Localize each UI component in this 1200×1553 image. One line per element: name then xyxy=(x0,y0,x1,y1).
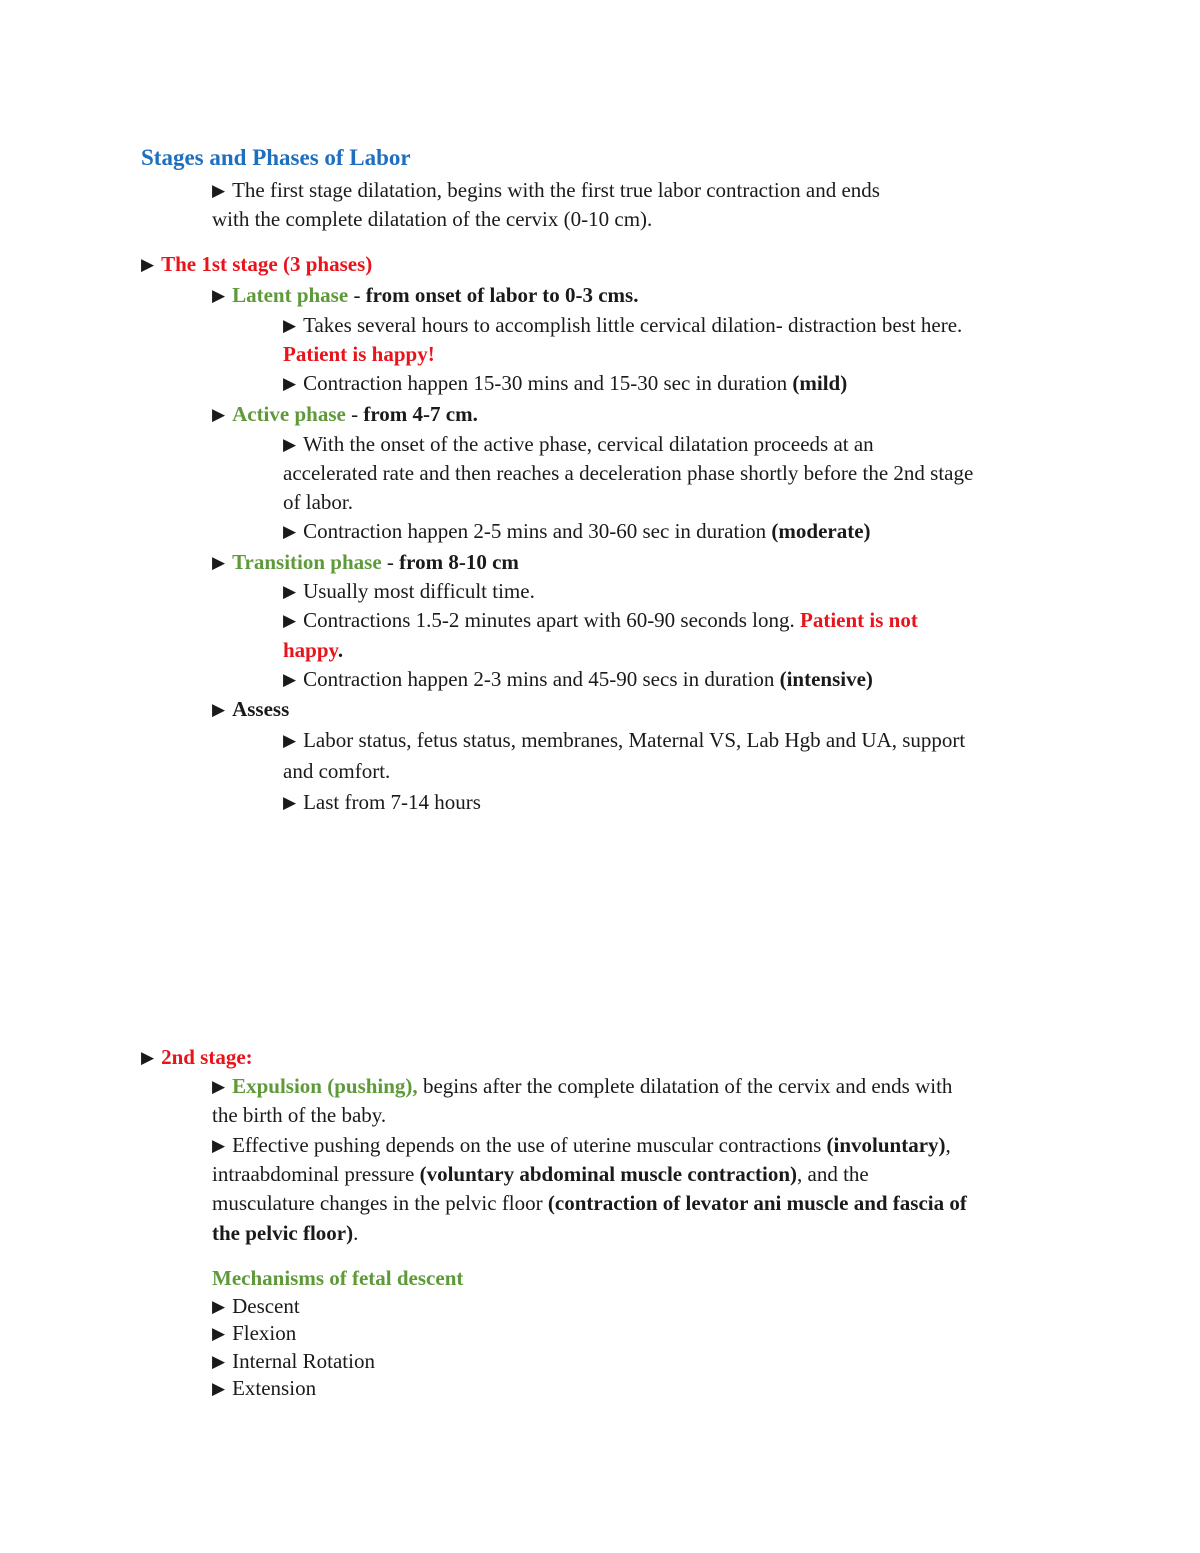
triangle-bullet-icon: ▶ xyxy=(212,1379,226,1399)
active-bullet-1-cont: accelerated rate and then reaches a deceleration phase shortly before the 2nd stage xyxy=(283,461,974,485)
transition-phase-item: ▶ Transition phase - from 8-10 cm xyxy=(212,550,519,574)
transition-bullet-3: ▶ Contraction happen 2-3 mins and 45-90 secs in duration (intensive) xyxy=(283,667,873,691)
page-title: Stages and Phases of Labor xyxy=(141,145,411,170)
triangle-bullet-icon: ▶ xyxy=(212,181,226,201)
assess-bullet-1: ▶ Labor status, fetus status, membranes, Maternal VS, Lab Hgb and UA, support xyxy=(283,728,966,752)
latent-phase-item: ▶ Latent phase - from onset of labor to 0-3 cms. xyxy=(212,283,639,307)
triangle-bullet-icon: ▶ xyxy=(283,374,297,394)
mechanism-item: ▶ Internal Rotation xyxy=(212,1349,375,1373)
pushing-cont-3: the pelvic floor). xyxy=(212,1221,359,1245)
mechanisms-heading: Mechanisms of fetal descent xyxy=(212,1266,464,1290)
active-phase-item: ▶ Active phase - from 4-7 cm. xyxy=(212,402,478,426)
triangle-bullet-icon: ▶ xyxy=(212,700,226,720)
pushing-cont-2: musculature changes in the pelvic floor (contraction of levator ani muscle and fascia of xyxy=(212,1191,967,1215)
transition-bullet-1: ▶ Usually most difficult time. xyxy=(283,579,535,603)
triangle-bullet-icon: ▶ xyxy=(212,405,226,425)
mechanism-item: ▶ Descent xyxy=(212,1294,300,1318)
stage2-heading: ▶ 2nd stage: xyxy=(141,1045,253,1069)
assess-bullet-2: ▶ Last from 7-14 hours xyxy=(283,790,481,814)
assess-item: ▶ Assess xyxy=(212,697,290,721)
triangle-bullet-icon: ▶ xyxy=(212,1297,226,1317)
transition-bullet-2: ▶ Contractions 1.5-2 minutes apart with 60-90 seconds long. Patient is not xyxy=(283,608,918,632)
active-bullet-2: ▶ Contraction happen 2-5 mins and 30-60 sec in duration (moderate) xyxy=(283,519,871,543)
expulsion-cont: the birth of the baby. xyxy=(212,1103,387,1127)
triangle-bullet-icon: ▶ xyxy=(283,611,297,631)
triangle-bullet-icon: ▶ xyxy=(212,1352,226,1372)
mechanism-item: ▶ Flexion xyxy=(212,1321,297,1345)
intro-continuation: with the complete dilatation of the cervix (0-10 cm). xyxy=(212,207,653,231)
triangle-bullet-icon: ▶ xyxy=(283,316,297,336)
triangle-bullet-icon: ▶ xyxy=(283,435,297,455)
stage1-heading: ▶ The 1st stage (3 phases) xyxy=(141,252,373,276)
mechanism-item: ▶ Extension xyxy=(212,1376,317,1400)
triangle-bullet-icon: ▶ xyxy=(212,286,226,306)
expulsion-item: ▶ Expulsion (pushing), begins after the complete dilatation of the cervix and ends with xyxy=(212,1074,953,1098)
triangle-bullet-icon: ▶ xyxy=(212,1136,226,1156)
patient-not-happy-note: happy. xyxy=(283,638,344,662)
pushing-cont-1: intraabdominal pressure (voluntary abdominal muscle contraction), and the xyxy=(212,1162,869,1186)
active-bullet-1: ▶ With the onset of the active phase, cervical dilatation proceeds at an xyxy=(283,432,874,456)
triangle-bullet-icon: ▶ xyxy=(212,553,226,573)
triangle-bullet-icon: ▶ xyxy=(283,731,297,751)
triangle-bullet-icon: ▶ xyxy=(212,1324,226,1344)
intro-bullet: ▶ The first stage dilatation, begins with the first true labor contraction and ends xyxy=(212,178,880,202)
triangle-bullet-icon: ▶ xyxy=(141,1048,155,1068)
triangle-bullet-icon: ▶ xyxy=(283,522,297,542)
latent-bullet-2: ▶ Contraction happen 15-30 mins and 15-30 sec in duration (mild) xyxy=(283,371,848,395)
triangle-bullet-icon: ▶ xyxy=(283,793,297,813)
active-bullet-1-cont2: of labor. xyxy=(283,490,353,514)
triangle-bullet-icon: ▶ xyxy=(212,1077,226,1097)
assess-bullet-1-cont: and comfort. xyxy=(283,759,391,783)
triangle-bullet-icon: ▶ xyxy=(283,582,297,602)
triangle-bullet-icon: ▶ xyxy=(141,255,155,275)
latent-bullet-1: ▶ Takes several hours to accomplish little cervical dilation- distraction best here. xyxy=(283,313,963,337)
patient-happy-note: Patient is happy! xyxy=(283,342,435,366)
triangle-bullet-icon: ▶ xyxy=(283,670,297,690)
pushing-item: ▶ Effective pushing depends on the use of uterine muscular contractions (involuntary), xyxy=(212,1133,951,1157)
